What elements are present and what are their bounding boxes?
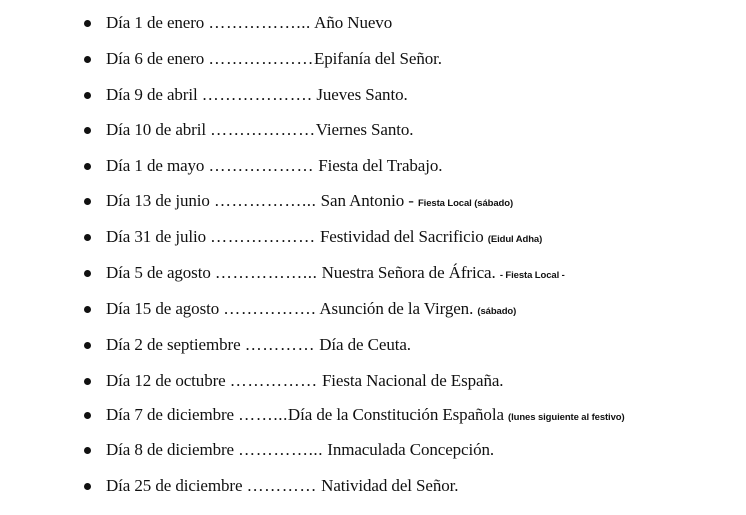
holiday-date: Día 5 de agosto — [106, 263, 211, 282]
list-item — [84, 189, 513, 213]
list-item — [84, 333, 411, 357]
bullet-icon — [84, 306, 91, 313]
holiday-name: Jueves Santo. — [316, 85, 408, 104]
holiday-name: Año Nuevo — [314, 13, 393, 32]
holiday-date: Día 2 de septiembre — [106, 335, 241, 354]
list-item — [84, 369, 503, 393]
dot-leader: ………… — [244, 335, 316, 354]
dot-leader: ………………. — [201, 85, 313, 104]
list-item — [84, 47, 442, 71]
holiday-name: Natividad del Señor. — [321, 476, 459, 495]
list-item — [84, 118, 413, 142]
bullet-icon — [84, 127, 91, 134]
dot-leader: ………… — [246, 476, 317, 495]
bullet-icon — [84, 234, 91, 241]
list-item — [84, 297, 516, 321]
holiday-note: - Fiesta Local - — [499, 270, 565, 281]
holiday-name: Festividad del Sacrificio — [319, 227, 484, 246]
holiday-date: Día 15 de agosto — [106, 299, 220, 318]
list-item — [84, 403, 625, 427]
holiday-date: Día 8 de diciembre — [106, 440, 235, 459]
bullet-icon — [84, 378, 91, 385]
list-item — [84, 261, 565, 285]
dot-leader: ……………... — [208, 13, 311, 32]
holiday-name: Día de la Constitución Española — [287, 405, 504, 424]
bullet-icon — [84, 342, 91, 349]
dot-leader: ……………… — [208, 49, 314, 68]
dot-leader: ……………… — [210, 227, 316, 246]
list-item — [84, 474, 458, 498]
dot-leader: ……………. — [223, 299, 317, 318]
dot-leader: ……………… — [210, 120, 316, 139]
holiday-date: Día 7 de diciembre — [106, 405, 235, 424]
bullet-icon — [84, 20, 91, 27]
bullet-icon — [84, 92, 91, 99]
holiday-name: Asunción de la Virgen. — [319, 299, 474, 318]
bullet-icon — [84, 270, 91, 277]
holiday-name: Viernes Santo. — [315, 120, 414, 139]
holiday-note: (sábado) — [477, 306, 517, 317]
bullet-icon — [84, 412, 91, 419]
holiday-date: Día 1 de mayo — [106, 156, 205, 175]
dot-leader: …………… — [229, 371, 318, 390]
bullet-icon — [84, 447, 91, 454]
list-item — [84, 438, 494, 462]
holiday-date: Día 9 de abril — [106, 85, 198, 104]
holiday-date: Día 1 de enero — [106, 13, 205, 32]
list-item — [84, 225, 542, 249]
list-item — [84, 11, 392, 35]
holiday-date: Día 12 de octubre — [106, 371, 226, 390]
holiday-name: Epifanía del Señor. — [313, 49, 442, 68]
holiday-note: (lunes siguiente al festivo) — [508, 412, 625, 423]
list-item — [84, 154, 442, 178]
bullet-icon — [84, 198, 91, 205]
holiday-date: Día 6 de enero — [106, 49, 205, 68]
holiday-name: San Antonio - — [320, 191, 414, 210]
holiday-date: Día 13 de junio — [106, 191, 210, 210]
holiday-name: Fiesta Nacional de España. — [321, 371, 504, 390]
holiday-date: Día 31 de julio — [106, 227, 207, 246]
holiday-name: Día de Ceuta. — [319, 335, 411, 354]
holiday-date: Día 25 de diciembre — [106, 476, 243, 495]
holiday-date: Día 10 de abril — [106, 120, 206, 139]
list-item — [84, 83, 408, 107]
dot-leader: ……………… — [208, 156, 315, 175]
bullet-icon — [84, 483, 91, 490]
bullet-icon — [84, 56, 91, 63]
holiday-name: Fiesta del Trabajo. — [318, 156, 443, 175]
dot-leader: ……………... — [214, 263, 318, 282]
dot-leader: ……... — [238, 405, 288, 424]
dot-leader: ……………... — [213, 191, 317, 210]
holiday-note: (Eidul Adha) — [487, 234, 543, 245]
holiday-note: Fiesta Local (sábado) — [417, 198, 514, 209]
holiday-name: Inmaculada Concepción. — [327, 440, 495, 459]
dot-leader: …………... — [238, 440, 324, 459]
holiday-name: Nuestra Señora de África. — [321, 263, 496, 282]
bullet-icon — [84, 163, 91, 170]
